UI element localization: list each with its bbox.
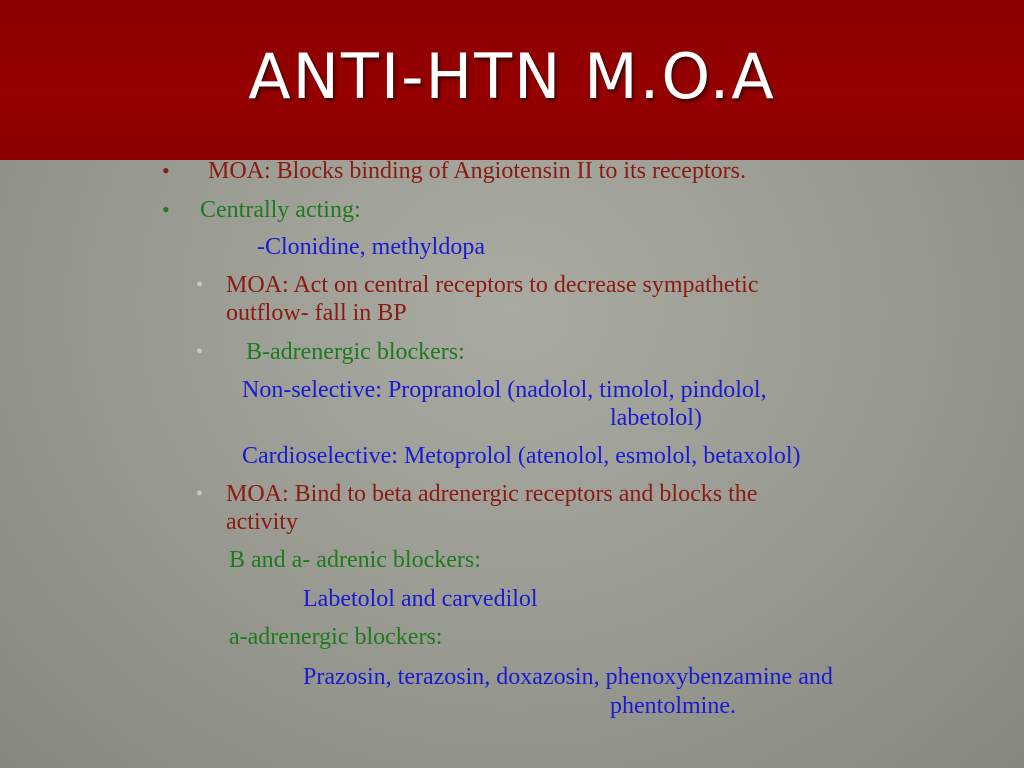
text-line: MOA: Bind to beta adrenergic receptors and blocks the (226, 481, 758, 507)
text-line: MOA: Blocks binding of Angiotensin II to its receptors. (208, 158, 746, 184)
bullet-marker: • (196, 483, 204, 505)
text-line: Prazosin, terazosin, doxazosin, phenoxybenzamine and (303, 664, 833, 690)
bullet-marker: • (196, 341, 204, 363)
slide-title: ANTI-HTN M.O.A (248, 40, 776, 113)
text-line: MOA: Act on central receptors to decrease sympathetic (226, 272, 759, 298)
text-line: B-adrenergic blockers: (246, 339, 465, 365)
text-line: outflow- fall in BP (226, 300, 407, 326)
text-line: Cardioselective: Metoprolol (atenolol, esmolol, betaxolol) (242, 443, 801, 469)
bullet-marker: • (162, 158, 170, 183)
text-line: labetolol) (610, 405, 702, 431)
text-line: -Clonidine, methyldopa (257, 234, 485, 260)
bullet-marker: • (162, 197, 170, 222)
text-line: Labetolol and carvedilol (303, 586, 538, 612)
text-line: Centrally acting: (200, 197, 361, 223)
title-bar (0, 0, 1024, 160)
text-line: Non-selective: Propranolol (nadolol, timolol, pindolol, (242, 377, 767, 403)
text-line: a-adrenergic blockers: (229, 624, 443, 650)
bullet-marker: • (196, 274, 204, 296)
text-line: activity (226, 509, 298, 535)
text-line: B and a- adrenic blockers: (229, 547, 481, 573)
text-line: phentolmine. (610, 693, 736, 719)
